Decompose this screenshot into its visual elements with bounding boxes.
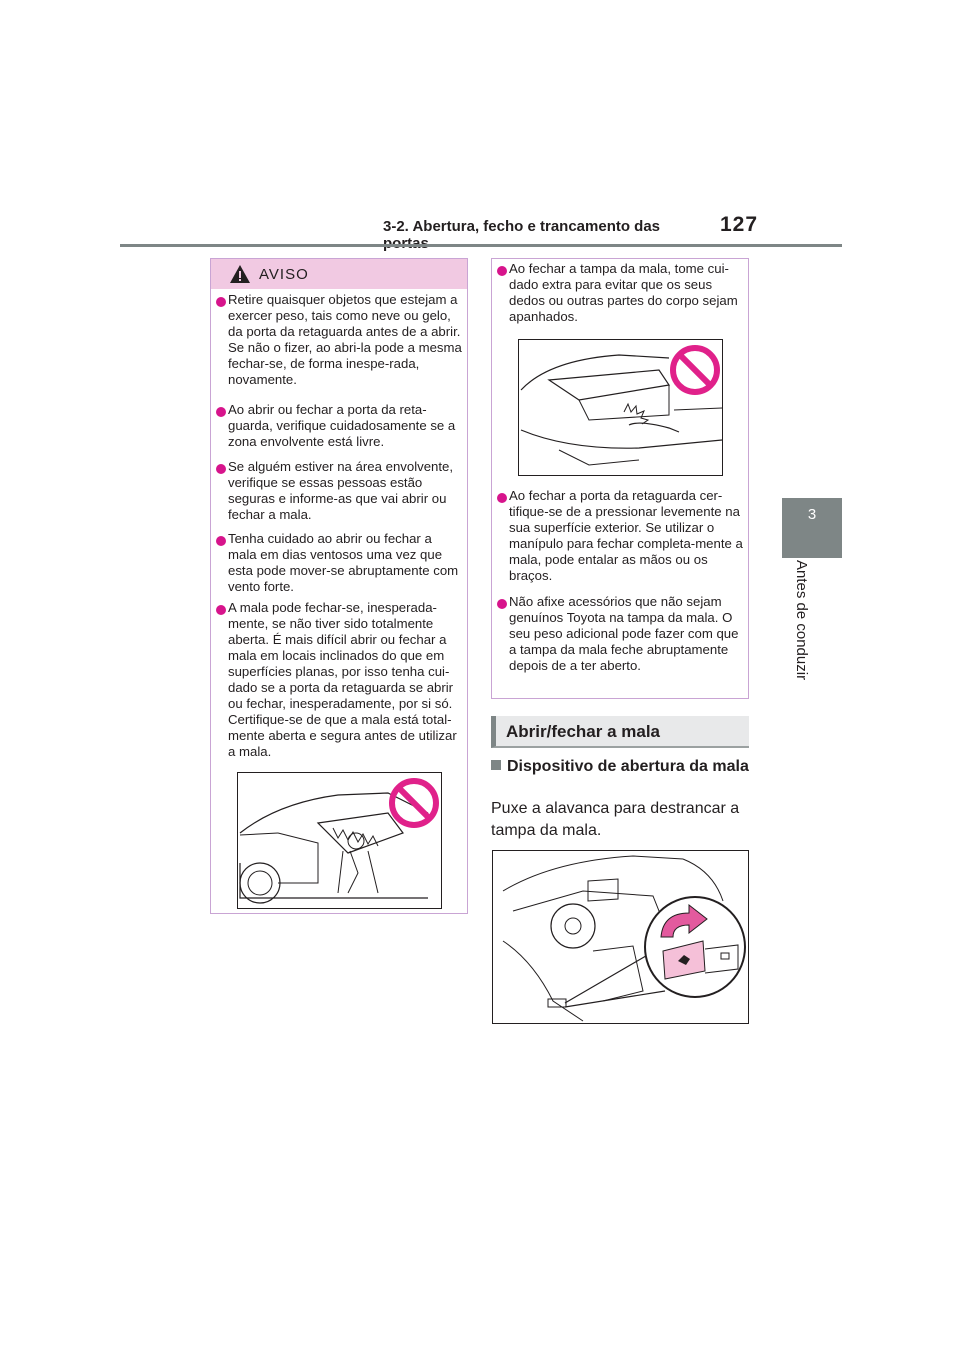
trunk-release-lever-illustration: [492, 850, 749, 1024]
bullet-icon: [216, 464, 226, 474]
warning-box-left: [210, 258, 468, 914]
bullet-icon: [497, 599, 507, 609]
bullet-icon: [216, 536, 226, 546]
warning-item: Ao fechar a porta da retaguarda cer-tifique-se de a pressionar levemente na sua superfície exterior. Se utilizar o manípulo para fechar completa-mente a mala, pode entalar as mãos ou os braços.: [509, 488, 743, 583]
chapter-tab-label: Antes de conduzir: [793, 560, 810, 681]
chapter-tab-number: 3: [807, 506, 817, 523]
warning-label: AVISO: [259, 266, 309, 283]
pull-arrow-icon: [653, 903, 713, 943]
warning-box-right: [491, 258, 749, 699]
warning-item: Se alguém estiver na área envolvente, verifique se essas pessoas estão seguras e informe-as que vai abrir ou fechar a mala.: [228, 459, 454, 522]
page-number: 127: [720, 213, 759, 236]
prohibition-icon: [388, 777, 440, 829]
subheading-text: Dispositivo de abertura da mala: [507, 758, 749, 775]
warning-item: Tenha cuidado ao abrir ou fechar a mala em dias ventosos uma vez que esta pode mover-se abruptamente com vento forte.: [228, 531, 459, 594]
warning-item: Ao fechar a tampa da mala, tome cui-dado extra para evitar que os seus dedos ou outras partes do corpo sejam apanhados.: [509, 261, 738, 324]
trunk-pinch-illustration: [518, 339, 723, 476]
bullet-icon: [497, 266, 507, 276]
header-rule: [120, 244, 842, 247]
section-heading: [491, 716, 749, 748]
bullet-icon: [216, 605, 226, 615]
tailgate-closing-illustration: [237, 772, 442, 909]
section-title: Abrir/fechar a mala: [506, 722, 661, 741]
chapter-title: 3-2. Abertura, fecho e trancamento das: [383, 218, 661, 235]
bullet-icon: [497, 493, 507, 503]
warning-item: Ao abrir ou fechar a porta da reta-guarda, verifique cuidadosamente se a zona envolvente está livre.: [228, 402, 456, 449]
warning-triangle-icon: [229, 264, 251, 284]
warning-item: A mala pode fechar-se, inesperada-mente, se não tiver sido totalmente aberta. É mais difícil abrir ou fechar a mala em locais inclinados do que em superfícies planas, por isso tenha cui-dado se a porta da retaguarda se abrir ou fechar, inesperadamente, por si só. Certifique-se de que a mala está total-mente aberta e segura antes de utilizar a mala.: [228, 600, 457, 759]
warning-header: [211, 259, 467, 289]
subheading: [491, 757, 751, 777]
prohibition-icon: [669, 344, 721, 396]
square-bullet-icon: [491, 760, 501, 770]
body-text: Puxe a alavanca para destrancar a tampa da mala.: [491, 800, 740, 839]
chapter-tab: [782, 498, 842, 558]
warning-item: Não afixe acessórios que não sejam genuínos Toyota na tampa da mala. O seu peso adicional pode fazer com que a tampa da mala feche abruptamente depois de a ter aberto.: [509, 594, 739, 673]
bullet-icon: [216, 297, 226, 307]
bullet-icon: [216, 407, 226, 417]
warning-item: Retire quaisquer objetos que estejam a exercer peso, tais como neve ou gelo, da porta da retaguarda antes de a abrir. Se não o fizer, ao abri-la pode a mesma fechar-se, de forma inespe-rada, novamente.: [228, 292, 462, 387]
